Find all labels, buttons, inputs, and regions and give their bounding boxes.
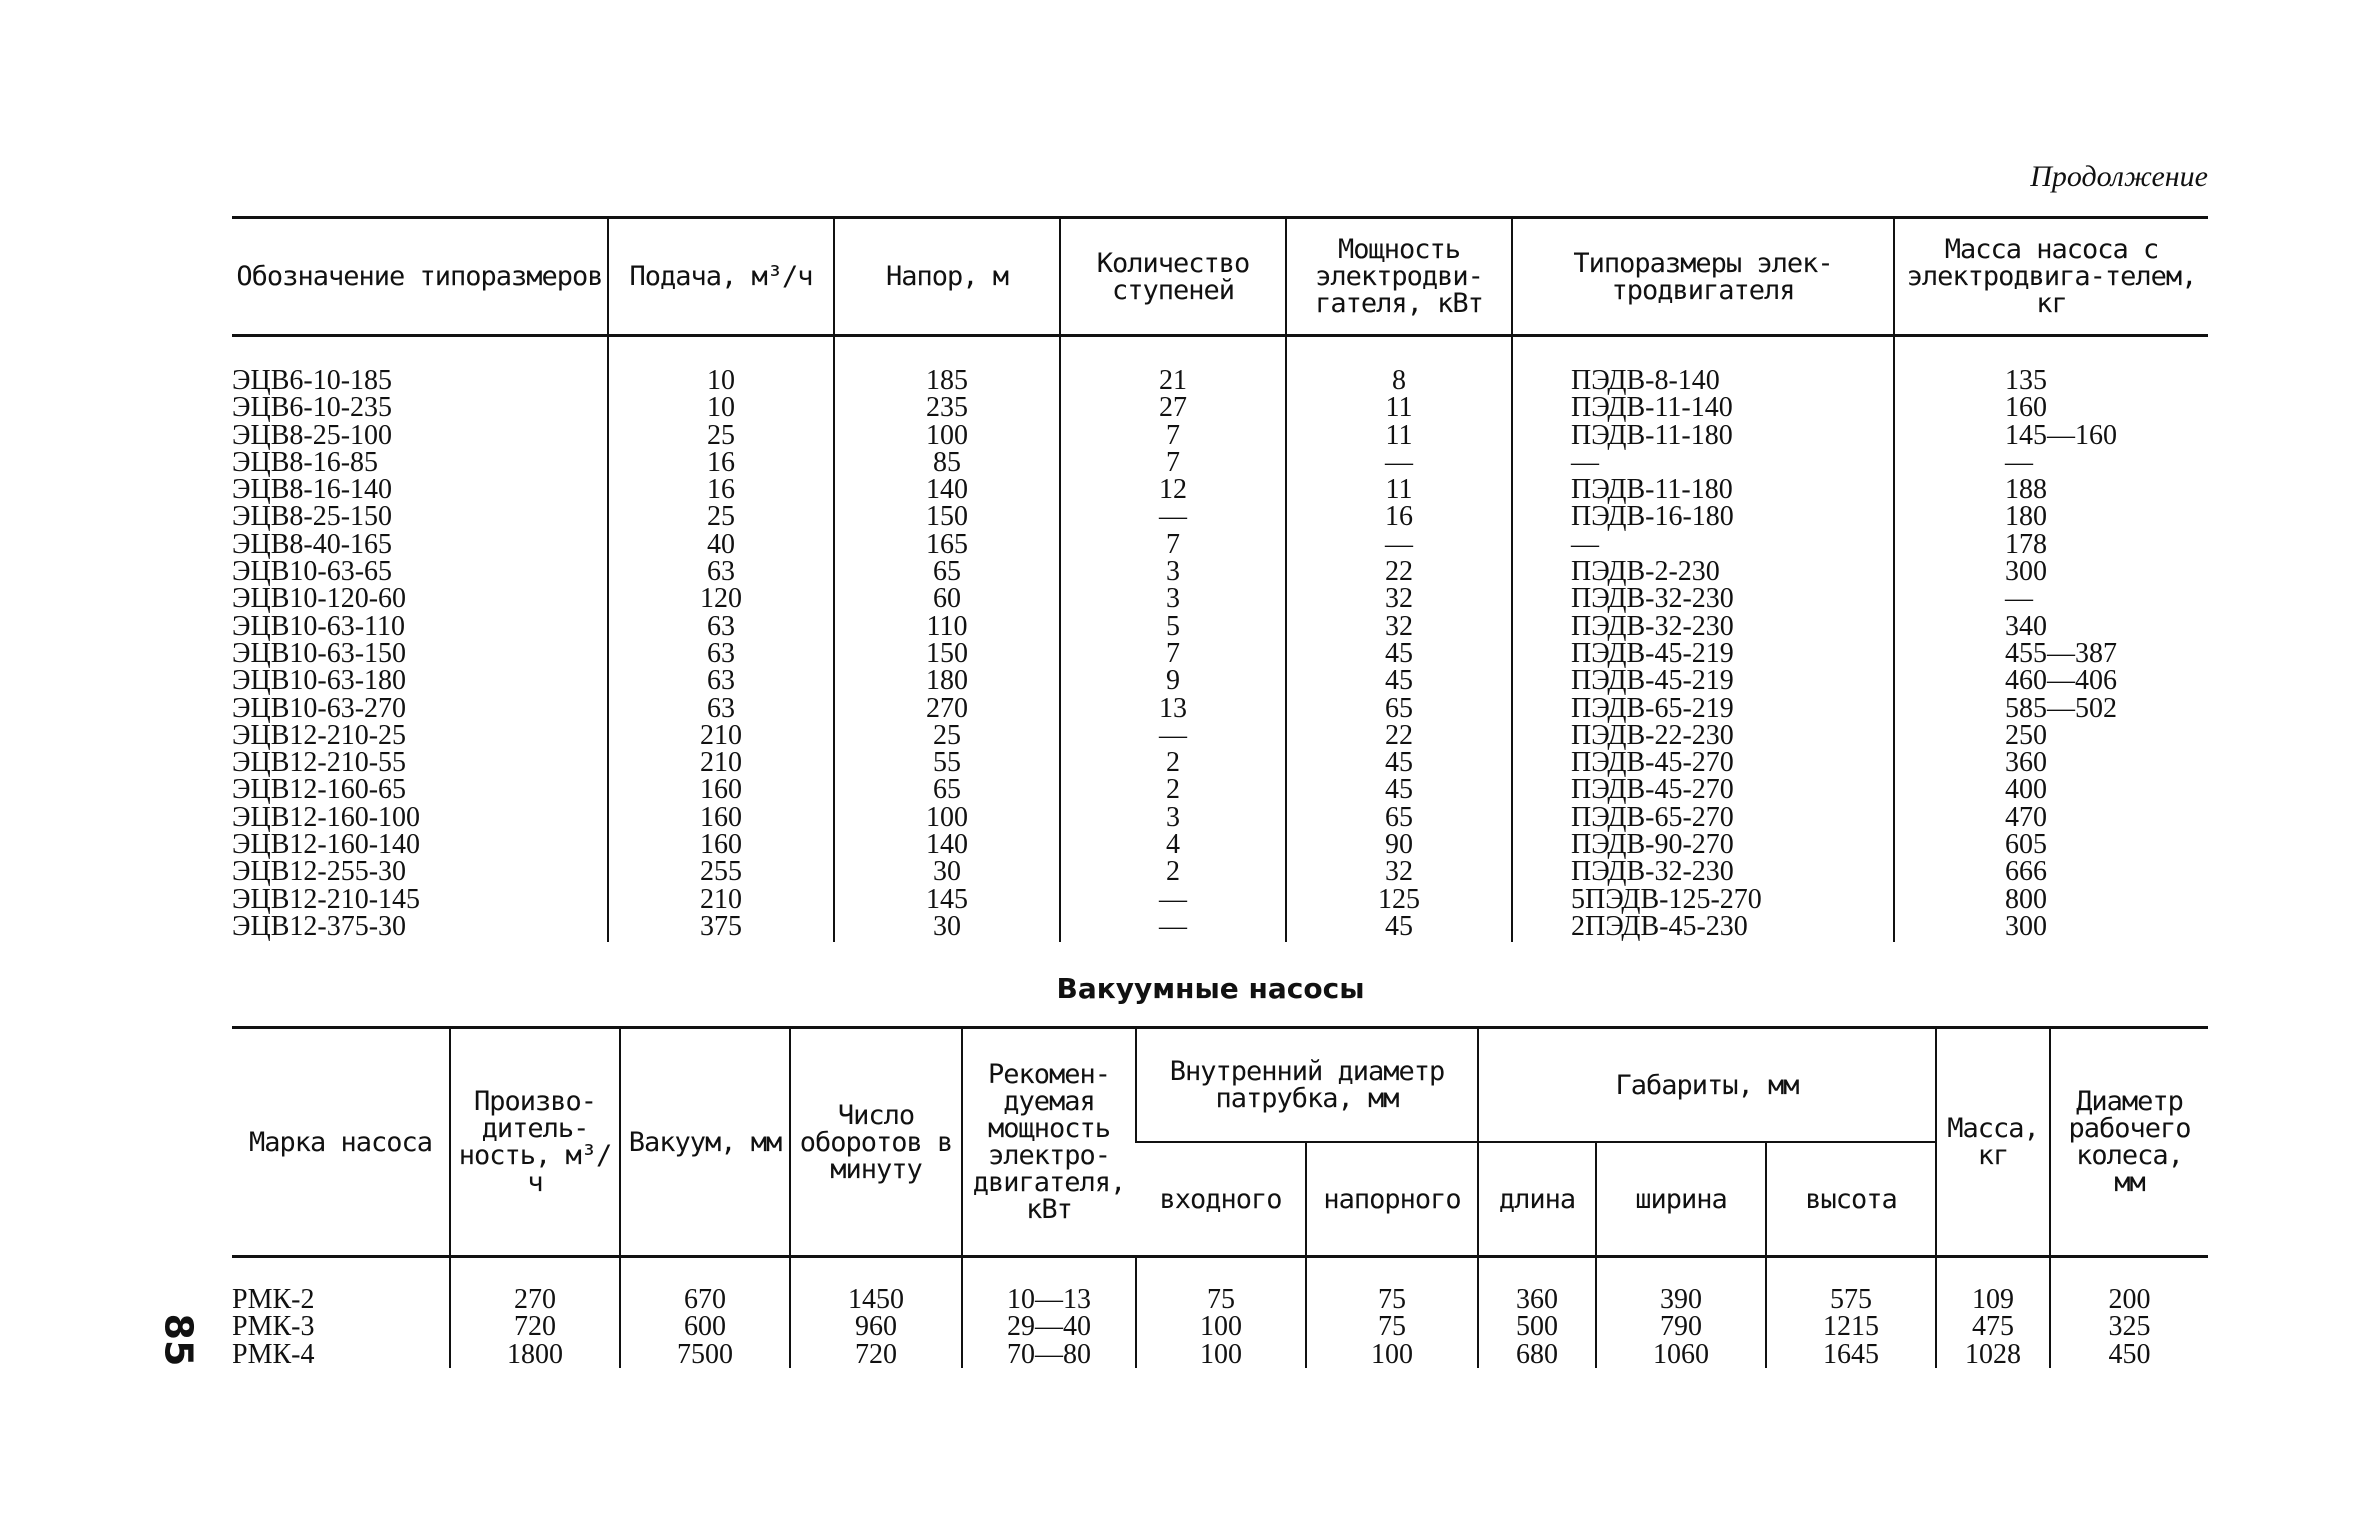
mass-cell: 250 [1894, 722, 2208, 749]
flow-cell: 160 [608, 776, 834, 803]
mass-cell: 470 [1894, 804, 2208, 831]
flow-cell: 210 [608, 886, 834, 913]
motor-type-cell: ПЭДВ-45-270 [1512, 749, 1894, 776]
stages-cell: 13 [1060, 695, 1286, 722]
designation-cell: ЭЦВ10-120-60 [232, 583, 407, 615]
head-cell: 65 [834, 776, 1060, 803]
table-row [232, 531, 2208, 558]
stages-cell: — [1060, 503, 1286, 530]
head-cell: 110 [834, 613, 1060, 640]
mass-cell: 340 [1894, 613, 2208, 640]
power-cell: 29—40 [962, 1313, 1136, 1340]
mass-cell: 666 [1894, 858, 2208, 885]
flow-cell: 10 [608, 336, 834, 395]
motor-type-cell: ПЭДВ-90-270 [1512, 831, 1894, 858]
table-row [232, 886, 2208, 913]
table-row [232, 1341, 2208, 1368]
vacuum-cell: 600 [620, 1313, 790, 1340]
table-row [232, 695, 2208, 722]
power-cell: 11 [1286, 422, 1512, 449]
flow-cell: 63 [608, 613, 834, 640]
mass-cell: 180 [1894, 503, 2208, 530]
header-power: Рекомен-дуемая мощность электро-двигателя, кВт [962, 1028, 1136, 1257]
power-cell: 45 [1286, 776, 1512, 803]
table-row [232, 640, 2208, 667]
table-row [232, 749, 2208, 776]
power-cell: 45 [1286, 667, 1512, 694]
power-cell: 11 [1286, 476, 1512, 503]
outlet-cell: 100 [1306, 1341, 1478, 1368]
height-cell: 1645 [1766, 1341, 1936, 1368]
header-head: Напор, м [834, 218, 1060, 336]
motor-type-cell: ПЭДВ-22-230 [1512, 722, 1894, 749]
table-row [232, 422, 2208, 449]
flow-cell: 120 [608, 585, 834, 612]
capacity-cell: 720 [450, 1313, 620, 1340]
mass-cell: 400 [1894, 776, 2208, 803]
mass-cell: 585—502 [1894, 695, 2208, 722]
designation-cell: ЭЦВ12-210-25 [232, 719, 407, 751]
mass-cell: 360 [1894, 749, 2208, 776]
header-rpm: Число оборотов в минуту [790, 1028, 962, 1257]
motor-type-cell: ПЭДВ-65-219 [1512, 695, 1894, 722]
rpm-cell: 960 [790, 1313, 962, 1340]
vacuum-header-row-1 [232, 1028, 2208, 1143]
submersible-pumps-table-wrap [232, 216, 2208, 942]
head-cell: 140 [834, 831, 1060, 858]
mass-cell: 475 [1936, 1313, 2050, 1340]
mass-cell: — [1894, 585, 2208, 612]
vacuum-cell: 670 [620, 1257, 790, 1314]
power-cell: 22 [1286, 558, 1512, 585]
motor-type-cell: ПЭДВ-2-230 [1512, 558, 1894, 585]
stages-cell: 12 [1060, 476, 1286, 503]
flow-cell: 63 [608, 667, 834, 694]
vacuum-pumps-table-wrap [232, 1026, 2208, 1368]
power-cell: 32 [1286, 858, 1512, 885]
stages-cell: — [1060, 722, 1286, 749]
designation-cell: ЭЦВ12-160-100 [232, 801, 421, 833]
table-row [232, 913, 2208, 942]
header-capacity: Произво-дитель-ность, м³/ч [450, 1028, 620, 1257]
header-nozzle: Внутренний диаметр патрубка, мм [1136, 1028, 1478, 1143]
stages-cell: — [1060, 913, 1286, 942]
table-row [232, 558, 2208, 585]
header-wheel: Диаметр рабочего колеса, мм [2050, 1028, 2208, 1257]
flow-cell: 210 [608, 722, 834, 749]
vacuum-pumps-table [232, 1026, 2208, 1368]
motor-type-cell: 2ПЭДВ-45-230 [1512, 913, 1894, 942]
power-cell: 45 [1286, 913, 1512, 942]
motor-type-cell: ПЭДВ-32-230 [1512, 585, 1894, 612]
designation-cell: ЭЦВ10-63-150 [232, 637, 407, 669]
pumps-body [232, 336, 2208, 943]
head-cell: 100 [834, 804, 1060, 831]
mass-cell: 178 [1894, 531, 2208, 558]
stages-cell: 7 [1060, 449, 1286, 476]
rpm-cell: 1450 [790, 1257, 962, 1314]
header-mass: Масса, кг [1936, 1028, 2050, 1257]
inlet-cell: 100 [1136, 1313, 1306, 1340]
brand-cell: РМК-2 [232, 1284, 315, 1315]
power-cell: 45 [1286, 749, 1512, 776]
vacuum-cell: 7500 [620, 1341, 790, 1368]
head-cell: 30 [834, 913, 1060, 942]
stages-cell: 3 [1060, 585, 1286, 612]
head-cell: 145 [834, 886, 1060, 913]
table-row [232, 804, 2208, 831]
designation-cell: ЭЦВ6-10-185 [232, 365, 393, 396]
power-cell: 22 [1286, 722, 1512, 749]
head-cell: 150 [834, 503, 1060, 530]
rpm-cell: 720 [790, 1341, 962, 1368]
mass-cell: 605 [1894, 831, 2208, 858]
stages-cell: 7 [1060, 531, 1286, 558]
table-row [232, 585, 2208, 612]
designation-cell: ЭЦВ8-16-140 [232, 474, 393, 506]
head-cell: 180 [834, 667, 1060, 694]
page-number: 85 [156, 1313, 201, 1367]
mass-cell: 800 [1894, 886, 2208, 913]
motor-type-cell: ПЭДВ-8-140 [1512, 336, 1894, 395]
head-cell: 185 [834, 336, 1060, 395]
designation-cell: ЭЦВ10-63-180 [232, 665, 407, 697]
mass-cell: 1028 [1936, 1341, 2050, 1368]
power-cell: — [1286, 449, 1512, 476]
stages-cell: 2 [1060, 858, 1286, 885]
head-cell: 100 [834, 422, 1060, 449]
motor-type-cell: ПЭДВ-45-219 [1512, 667, 1894, 694]
width-cell: 390 [1596, 1257, 1766, 1314]
motor-type-cell: ПЭДВ-32-230 [1512, 613, 1894, 640]
height-cell: 1215 [1766, 1313, 1936, 1340]
stages-cell: 4 [1060, 831, 1286, 858]
flow-cell: 16 [608, 449, 834, 476]
header-brand: Марка насоса [232, 1028, 450, 1257]
designation-cell: ЭЦВ8-25-100 [232, 419, 393, 451]
power-cell: 10—13 [962, 1257, 1136, 1314]
head-cell: 235 [834, 394, 1060, 421]
table-row [232, 722, 2208, 749]
flow-cell: 25 [608, 422, 834, 449]
table-row [232, 831, 2208, 858]
outlet-cell: 75 [1306, 1257, 1478, 1314]
flow-cell: 375 [608, 913, 834, 942]
head-cell: 150 [834, 640, 1060, 667]
table-row [232, 394, 2208, 421]
flow-cell: 10 [608, 394, 834, 421]
mass-cell: 300 [1894, 558, 2208, 585]
stages-cell: 2 [1060, 749, 1286, 776]
table-row [232, 858, 2208, 885]
vacuum-body [232, 1257, 2208, 1368]
header-vacuum: Вакуум, мм [620, 1028, 790, 1257]
header-outlet: напорного [1306, 1142, 1478, 1257]
header-pump-mass: Масса насоса с электродвига-телем, кг [1894, 218, 2208, 336]
motor-type-cell: ПЭДВ-11-180 [1512, 422, 1894, 449]
pumps-header-row [232, 218, 2208, 336]
designation-cell: ЭЦВ6-10-235 [232, 392, 393, 424]
stages-cell: 5 [1060, 613, 1286, 640]
mass-cell: 109 [1936, 1257, 2050, 1314]
power-cell: 125 [1286, 886, 1512, 913]
flow-cell: 63 [608, 640, 834, 667]
stages-cell: 7 [1060, 640, 1286, 667]
flow-cell: 63 [608, 558, 834, 585]
wheel-cell: 450 [2050, 1341, 2208, 1368]
vacuum-section-title: Вакуумные насосы [1056, 972, 1365, 1005]
header-motor-type: Типоразмеры элек-тродвигателя [1512, 218, 1894, 336]
power-cell: 65 [1286, 804, 1512, 831]
head-cell: 30 [834, 858, 1060, 885]
table-row [232, 449, 2208, 476]
flow-cell: 210 [608, 749, 834, 776]
power-cell: — [1286, 531, 1512, 558]
mass-cell: 455—387 [1894, 640, 2208, 667]
mass-cell: 188 [1894, 476, 2208, 503]
flow-cell: 16 [608, 476, 834, 503]
header-inlet: входного [1136, 1142, 1306, 1257]
flow-cell: 255 [608, 858, 834, 885]
power-cell: 32 [1286, 585, 1512, 612]
power-cell: 90 [1286, 831, 1512, 858]
designation-cell: ЭЦВ10-63-65 [232, 556, 393, 588]
designation-cell: ЭЦВ12-255-30 [232, 856, 407, 888]
motor-type-cell: ПЭДВ-11-140 [1512, 394, 1894, 421]
motor-type-cell: ПЭДВ-32-230 [1512, 858, 1894, 885]
mass-cell: 460—406 [1894, 667, 2208, 694]
flow-cell: 40 [608, 531, 834, 558]
head-cell: 270 [834, 695, 1060, 722]
wheel-cell: 325 [2050, 1313, 2208, 1340]
power-cell: 11 [1286, 394, 1512, 421]
width-cell: 790 [1596, 1313, 1766, 1340]
table-row [232, 503, 2208, 530]
capacity-cell: 1800 [450, 1341, 620, 1368]
table-row [232, 336, 2208, 395]
designation-cell: ЭЦВ12-210-55 [232, 747, 407, 779]
designation-cell: ЭЦВ12-210-145 [232, 883, 421, 915]
motor-type-cell: — [1512, 449, 1894, 476]
length-cell: 680 [1478, 1341, 1596, 1368]
designation-cell: ЭЦВ8-16-85 [232, 446, 379, 478]
power-cell: 16 [1286, 503, 1512, 530]
motor-type-cell: ПЭДВ-45-219 [1512, 640, 1894, 667]
motor-type-cell: ПЭДВ-45-270 [1512, 776, 1894, 803]
header-stages: Количество ступеней [1060, 218, 1286, 336]
inlet-cell: 100 [1136, 1341, 1306, 1368]
mass-cell: 160 [1894, 394, 2208, 421]
table-row [232, 476, 2208, 503]
motor-type-cell: ПЭДВ-11-180 [1512, 476, 1894, 503]
mass-cell: 135 [1894, 336, 2208, 395]
wheel-cell: 200 [2050, 1257, 2208, 1314]
flow-cell: 25 [608, 503, 834, 530]
height-cell: 575 [1766, 1257, 1936, 1314]
continuation-label: Продолжение [2030, 160, 2208, 193]
mass-cell: 145—160 [1894, 422, 2208, 449]
stages-cell: 21 [1060, 336, 1286, 395]
length-cell: 500 [1478, 1313, 1596, 1340]
brand-cell: РМК-4 [232, 1338, 315, 1370]
header-motor-power: Мощность электродви-гателя, кВт [1286, 218, 1512, 336]
stages-cell: 7 [1060, 422, 1286, 449]
table-row [232, 776, 2208, 803]
flow-cell: 63 [608, 695, 834, 722]
motor-type-cell: — [1512, 531, 1894, 558]
power-cell: 65 [1286, 695, 1512, 722]
power-cell: 32 [1286, 613, 1512, 640]
power-cell: 8 [1286, 336, 1512, 395]
length-cell: 360 [1478, 1257, 1596, 1314]
brand-cell: РМК-3 [232, 1311, 315, 1343]
power-cell: 70—80 [962, 1341, 1136, 1368]
motor-type-cell: ПЭДВ-65-270 [1512, 804, 1894, 831]
header-flow: Подача, м³/ч [608, 218, 834, 336]
designation-cell: ЭЦВ10-63-110 [232, 610, 405, 642]
designation-cell: ЭЦВ12-160-140 [232, 829, 421, 861]
head-cell: 65 [834, 558, 1060, 585]
inlet-cell: 75 [1136, 1257, 1306, 1314]
head-cell: 165 [834, 531, 1060, 558]
submersible-pumps-table [232, 216, 2208, 942]
capacity-cell: 270 [450, 1257, 620, 1314]
stages-cell: 9 [1060, 667, 1286, 694]
header-designation: Обозначение типоразмеров [232, 218, 608, 336]
designation-cell: ЭЦВ10-63-270 [232, 692, 407, 724]
designation-cell: ЭЦВ8-40-165 [232, 528, 393, 560]
head-cell: 140 [834, 476, 1060, 503]
header-length: длина [1478, 1142, 1596, 1257]
table-row [232, 613, 2208, 640]
mass-cell: 300 [1894, 913, 2208, 942]
power-cell: 45 [1286, 640, 1512, 667]
table-row [232, 667, 2208, 694]
head-cell: 55 [834, 749, 1060, 776]
flow-cell: 160 [608, 804, 834, 831]
designation-cell: ЭЦВ12-160-65 [232, 774, 407, 806]
stages-cell: 27 [1060, 394, 1286, 421]
flow-cell: 160 [608, 831, 834, 858]
motor-type-cell: 5ПЭДВ-125-270 [1512, 886, 1894, 913]
table-row [232, 1257, 2208, 1314]
head-cell: 60 [834, 585, 1060, 612]
width-cell: 1060 [1596, 1341, 1766, 1368]
stages-cell: — [1060, 886, 1286, 913]
motor-type-cell: ПЭДВ-16-180 [1512, 503, 1894, 530]
head-cell: 85 [834, 449, 1060, 476]
stages-cell: 3 [1060, 558, 1286, 585]
mass-cell: — [1894, 449, 2208, 476]
header-width: ширина [1596, 1142, 1766, 1257]
stages-cell: 3 [1060, 804, 1286, 831]
outlet-cell: 75 [1306, 1313, 1478, 1340]
designation-cell: ЭЦВ12-375-30 [232, 910, 407, 942]
designation-cell: ЭЦВ8-25-150 [232, 501, 393, 533]
table-row [232, 1313, 2208, 1340]
header-height: высота [1766, 1142, 1936, 1257]
header-dims: Габариты, мм [1478, 1028, 1936, 1143]
stages-cell: 2 [1060, 776, 1286, 803]
head-cell: 25 [834, 722, 1060, 749]
